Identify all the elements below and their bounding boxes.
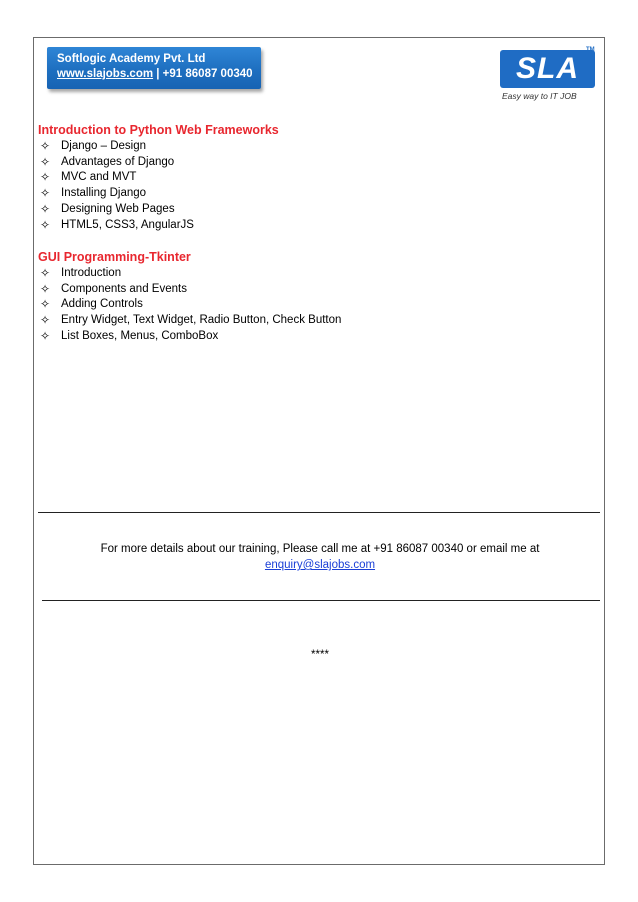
logo-tagline: Easy way to IT JOB (502, 91, 577, 101)
website-link[interactable]: www.slajobs.com (57, 68, 154, 80)
list-item (38, 217, 279, 233)
phone-number: | +91 86087 00340 (153, 68, 253, 80)
diamond-outline-icon: ✧ (39, 313, 51, 328)
list-item-label: Django – Design (61, 139, 147, 152)
list-item (38, 265, 341, 281)
section-title: GUI Programming-Tkinter (38, 250, 191, 264)
diamond-outline-icon: ✧ (39, 265, 51, 280)
logo-trademark: TM (586, 47, 595, 53)
list-item-label: Installing Django (61, 187, 147, 200)
list-item (38, 154, 279, 170)
list-item-label: Adding Controls (61, 298, 143, 311)
list-item (38, 201, 279, 217)
list-item-label: Designing Web Pages (61, 203, 175, 216)
diamond-outline-icon: ✧ (39, 281, 51, 296)
logo-box (500, 50, 595, 88)
divider-top (38, 512, 600, 513)
diamond-outline-icon: ✧ (39, 186, 51, 201)
diamond-outline-icon: ✧ (39, 170, 51, 185)
list-item (38, 185, 279, 201)
diamond-outline-icon: ✧ (39, 329, 51, 344)
divider-bottom (42, 600, 600, 601)
end-marker: **** (311, 649, 329, 661)
list-item (38, 138, 279, 154)
list-item (38, 170, 279, 186)
sla-logo (497, 47, 597, 103)
footer-message: For more details about our training, Please call me at +91 86087 00340 or email me at (100, 543, 540, 555)
list-item-label: Advantages of Django (61, 155, 175, 168)
list-item-label: Entry Widget, Text Widget, Radio Button, Check Button (61, 314, 342, 327)
list-item-label: Components and Events (61, 282, 187, 295)
list-item-label: List Boxes, Menus, ComboBox (61, 330, 219, 343)
list-item (38, 297, 341, 313)
topic-list (38, 138, 279, 233)
list-item (38, 281, 341, 297)
diamond-outline-icon: ✧ (39, 202, 51, 217)
list-item (38, 328, 341, 344)
section-gui-tkinter (38, 249, 341, 344)
logo-text: SLA (516, 52, 579, 85)
contact-line (57, 67, 261, 82)
section-title: Introduction to Python Web Frameworks (38, 123, 279, 137)
company-name: Softlogic Academy Pvt. Ltd (57, 53, 206, 65)
diamond-outline-icon: ✧ (39, 138, 51, 153)
email-link[interactable]: enquiry@slajobs.com (264, 559, 376, 571)
list-item (38, 312, 341, 328)
diamond-outline-icon: ✧ (39, 217, 51, 232)
header-banner (47, 47, 261, 89)
list-item-label: Introduction (61, 266, 122, 279)
section-python-web-frameworks (38, 122, 279, 233)
footer-contact (38, 541, 602, 573)
diamond-outline-icon: ✧ (39, 154, 51, 169)
diamond-outline-icon: ✧ (39, 297, 51, 312)
topic-list (38, 265, 341, 344)
list-item-label: MVC and MVT (61, 171, 137, 184)
list-item-label: HTML5, CSS3, AngularJS (61, 218, 194, 231)
